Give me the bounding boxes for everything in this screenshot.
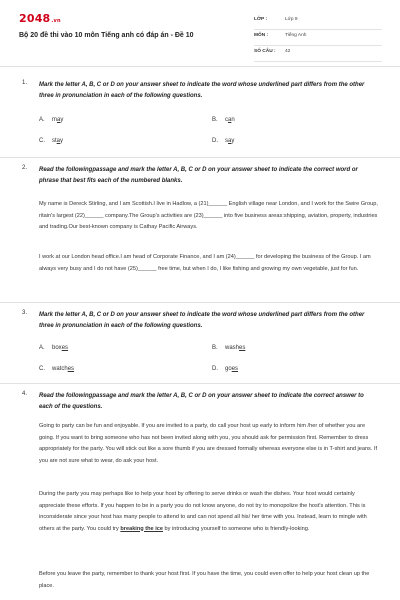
- question-3: [0, 310, 400, 382]
- underlined-part: es: [67, 366, 75, 372]
- question-instruction: Mark the letter A, B, C or D on your answer sheet to indicate the word whose underlined part differs from the other three in pronunciation in each of the following questions.: [39, 82, 365, 99]
- highlighted-phrase: breaking the ice: [120, 525, 163, 532]
- underlined-part: a: [228, 138, 232, 144]
- question-number: 4.: [22, 391, 28, 397]
- meta-value: Tiếng Anh: [285, 33, 307, 38]
- question-number: 3.: [22, 310, 28, 316]
- underlined-part: es: [61, 345, 69, 351]
- underlined-part: a: [57, 117, 61, 123]
- option-letter: C.: [39, 366, 45, 372]
- meta-row-subject: [254, 30, 382, 46]
- question-instruction: Mark the letter A, B, C or D on your answer sheet to indicate the word whose underlined part differs from the other three in pronunciation in each of the following questions.: [39, 312, 365, 329]
- logo-suffix: .vn: [51, 18, 61, 24]
- question-4: [0, 391, 400, 600]
- passage-paragraph: I work at our London head office.I am head of Corporate Finance, and I am (24)______ for developing the business of the Group. I am always very busy and I do not have (25)______ free time, but when I do, I like fishing and growing my own vegetable, just for fun.: [39, 254, 371, 272]
- option-a[interactable]: A. boxes: [39, 345, 69, 351]
- meta-key: MÔN :: [254, 33, 269, 38]
- site-logo[interactable]: [19, 12, 61, 25]
- underlined-part: a: [228, 117, 232, 123]
- option-letter: C.: [39, 138, 45, 144]
- question-instruction: Read the followingpassage and mark the letter A, B, C or D on your answer sheet to indicate the correct answer to each of the questions.: [39, 393, 364, 410]
- divider: [0, 302, 400, 303]
- passage-paragraph: Before you leave the party, remember to thank your host first. If you have the time, you could even offer to help your host clean up the place.: [39, 571, 370, 589]
- option-letter: A.: [39, 345, 45, 351]
- question-1: [0, 80, 400, 155]
- divider: [0, 157, 400, 158]
- option-letter: B.: [212, 345, 218, 351]
- question-number: 1.: [22, 80, 28, 86]
- question-instruction: Read the followingpassage and mark the letter A, B, C or D on your answer sheet to indicate the correct word or phrase that best fits each of the numbered blanks.: [39, 167, 358, 184]
- divider: [0, 66, 400, 67]
- option-c[interactable]: C. stay: [39, 138, 64, 144]
- meta-value: Lớp 9: [285, 17, 298, 22]
- meta-value: 42: [285, 49, 291, 54]
- passage-paragraph: My name is Dereck Stirling, and I am Scottish.I live in Hadlow, a (21)______ English village near London, and I work for the Swire Group, ritain's largest (22)______ company.The Group's activities are (23)______ into five business areas:shipping, aviation, property, industries and trading.Our best-known company is Cathay Pacific Airways.: [39, 201, 378, 230]
- option-letter: D.: [212, 138, 218, 144]
- option-d[interactable]: D. say: [212, 138, 235, 144]
- underlined-part: a: [56, 138, 61, 144]
- passage-paragraph: During the party you may perhaps like to help your host by offering to serve drinks or wash the dishes. Your host would certainly appreciate these efforts. If you happen to be in a party you do not know anyone, do not try to monopolize the host's attention. This is inconsiderate since your host has many people to attend to and can not spend all his/ her time with you. Instead, learn to mingle with others at the party. You could try breaking the ice by introducing yourself to someone who is friendly-looking.: [39, 491, 367, 532]
- question-number: 2.: [22, 165, 28, 171]
- underlined-part: es: [231, 366, 239, 372]
- option-b[interactable]: B. can: [212, 117, 235, 123]
- document-title: Bộ 20 đề thi vào 10 môn Tiếng anh có đáp án - Đề 10: [19, 32, 194, 39]
- meta-row-class: [254, 14, 382, 30]
- passage-paragraph: Going to party can be fun and enjoyable. If you are invited to a party, do call your host up early to inform him /her of whether you are going. If you want to bring someone who has not been invited along with you, you should ask for permission first. Remember to dress appropriately for the party. You will stick out like a sore thumb if you are dressed formally whereas everyone else is in T-shirt and jeans. If you are not sure what to wear, do ask your host.: [39, 423, 378, 464]
- underlined-part: es: [239, 345, 246, 351]
- option-c[interactable]: C. watches: [39, 366, 75, 372]
- divider: [0, 383, 400, 384]
- option-letter: D.: [212, 366, 218, 372]
- option-b[interactable]: B. washes: [212, 345, 246, 351]
- option-letter: B.: [212, 117, 218, 123]
- option-letter: A.: [39, 117, 45, 123]
- meta-key: LỚP :: [254, 17, 268, 22]
- option-d[interactable]: D. goes: [212, 366, 239, 372]
- logo-main: 2048: [19, 12, 51, 25]
- meta-row-count: [254, 46, 382, 62]
- question-2: [0, 165, 400, 300]
- meta-key: SỐ CÂU :: [254, 49, 276, 54]
- option-a[interactable]: A. may: [39, 117, 64, 123]
- document-header: [0, 0, 400, 63]
- metadata-panel: [254, 14, 382, 62]
